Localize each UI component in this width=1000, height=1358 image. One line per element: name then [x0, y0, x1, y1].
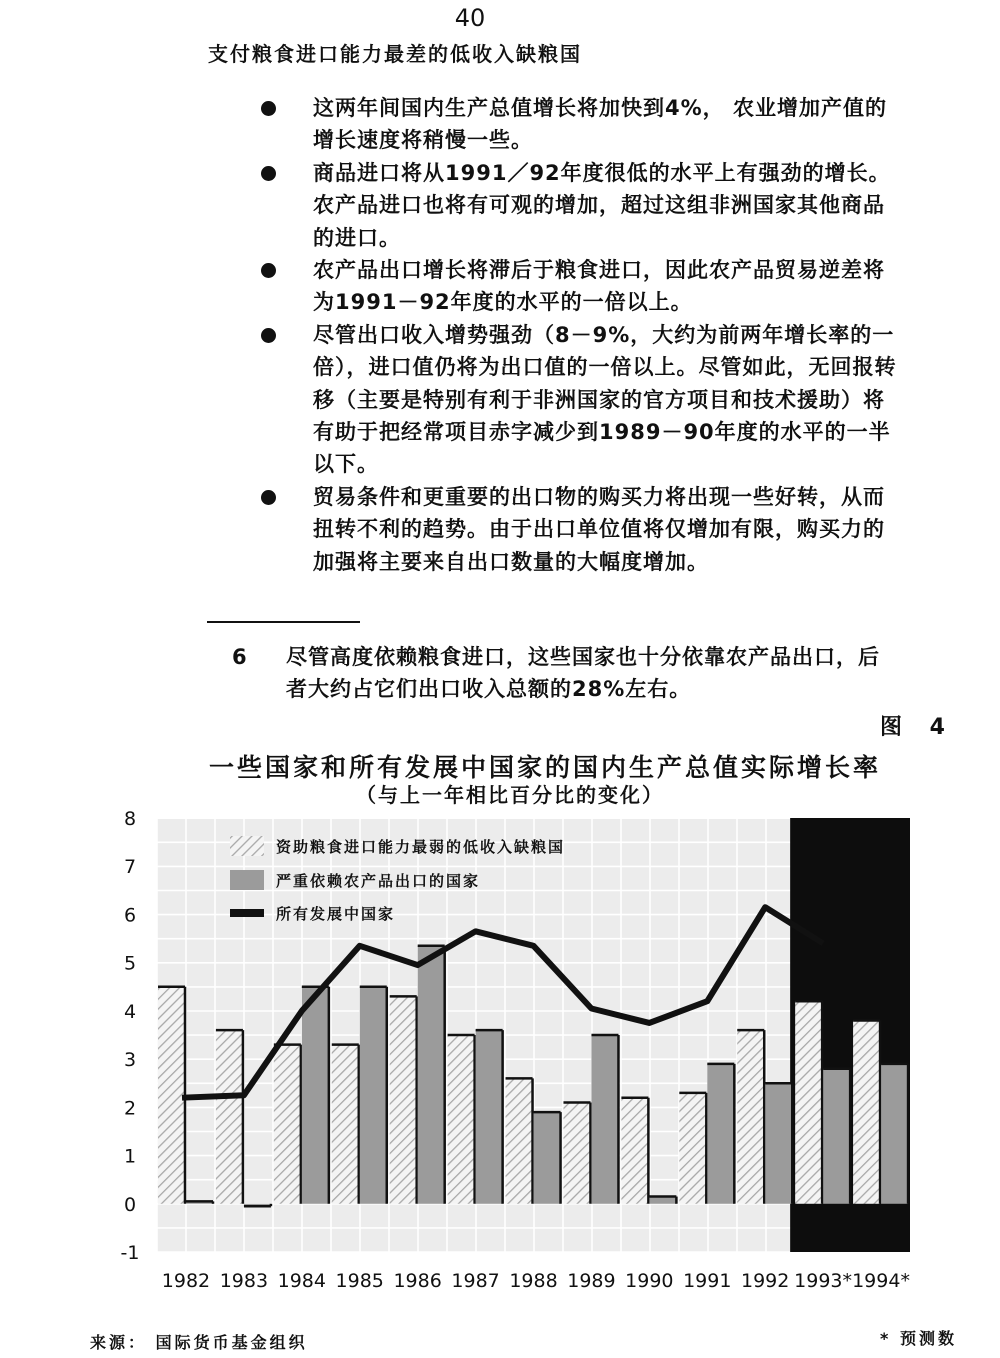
bar-solid-1994*: [881, 1064, 908, 1204]
footnote-rule: [207, 621, 360, 623]
y-axis: [121, 808, 140, 1264]
forecast-note: * 预测数: [880, 1329, 957, 1348]
bullet-dot-icon: [261, 101, 276, 116]
bullet-dot-icon: [261, 328, 276, 343]
bullet-dot-icon: [261, 490, 276, 505]
y-tick-label: 1: [123, 1145, 137, 1168]
bar-hatched-1993*: [795, 1001, 822, 1204]
x-tick-label: 1994*: [852, 1270, 910, 1292]
bullet-item: [255, 254, 905, 319]
bar-hatched-1985: [332, 1045, 359, 1204]
x-tick-label: 1989: [567, 1270, 616, 1292]
x-tick-label: 1987: [451, 1270, 500, 1292]
bullet-item: [255, 157, 905, 254]
bar-hatched-1991: [679, 1093, 706, 1204]
gdp-growth-chart: [0, 800, 1000, 1300]
legend-label: 严重依赖农产品出口的国家: [276, 872, 481, 890]
bullet-text: 农产品出口增长将滞后于粮食进口，因此农产品贸易逆差将为1991－92年度的水平的一倍以上。: [313, 258, 885, 315]
bar-solid-1991: [707, 1064, 734, 1204]
bullet-text: 商品进口将从1991／92年度很低的水平上有强劲的增长。农产品进口也将有可观的增加，超过这组非洲国家其他商品的进口。: [313, 160, 891, 250]
bullet-dot-icon: [261, 263, 276, 278]
y-tick-label: 5: [123, 952, 137, 975]
y-tick-label: -1: [120, 1242, 140, 1264]
x-tick-label: 1984: [277, 1270, 326, 1292]
bullet-dot-icon: [261, 166, 276, 181]
bar-solid-1989: [591, 1035, 618, 1204]
bar-hatched-1989: [563, 1103, 590, 1204]
bullet-item: [255, 92, 905, 157]
legend-swatch-solid: [230, 870, 264, 890]
bar-hatched-1992: [737, 1030, 764, 1204]
bar-solid-1984: [302, 987, 329, 1204]
y-tick-label: 0: [123, 1193, 137, 1216]
x-tick-label: 1986: [393, 1270, 442, 1292]
bullet-text: 尽管出口收入增势强劲（8－9%，大约为前两年增长率的一倍），进口值仍将为出口值的一倍以上。尽管如此，无回报转移（主要是特别有利于非洲国家的官方项目和技术援助）将有助于把经常项目赤字减少到1989－90年度的水平的一半以下。: [313, 322, 897, 477]
chart-subtitle: （与上一年相比百分比的变化）: [356, 783, 664, 807]
bar-hatched-1986: [390, 996, 417, 1203]
legend-label: 资助粮食进口能力最弱的低收入缺粮国: [276, 838, 566, 856]
figure-label: 图 4: [880, 715, 955, 740]
bar-solid-1987: [476, 1030, 503, 1204]
bar-hatched-1982: [158, 987, 185, 1204]
bullet-text: 这两年间国内生产总值增长将加快到4%， 农业增加产值的增长速度将稍慢一些。: [313, 96, 887, 153]
x-tick-label: 1982: [161, 1270, 211, 1292]
running-head: 支付粮食进口能力最差的低收入缺粮国: [208, 42, 582, 66]
bullet-item: [255, 481, 905, 578]
bar-solid-1993*: [823, 1069, 850, 1204]
bullet-item: [255, 319, 905, 481]
x-tick-label: 1991: [683, 1270, 732, 1292]
x-axis: [162, 1270, 910, 1292]
y-tick-label: 4: [123, 1000, 137, 1023]
bar-solid-1988: [534, 1112, 561, 1204]
bar-hatched-1983: [216, 1030, 243, 1204]
bar-solid-1986: [418, 946, 445, 1204]
legend-swatch-line: [230, 909, 264, 917]
bar-hatched-1987: [448, 1035, 475, 1204]
legend-label: 所有发展中国家: [276, 905, 396, 923]
footnote-number: 6: [232, 645, 248, 669]
y-tick-label: 7: [123, 856, 137, 879]
y-tick-label: 2: [123, 1097, 137, 1120]
chart-title: 一些国家和所有发展中国家的国内生产总值实际增长率: [208, 753, 881, 782]
y-tick-label: 3: [123, 1049, 137, 1072]
bar-hatched-1994*: [853, 1021, 880, 1204]
y-tick-label: 8: [123, 808, 137, 830]
legend-swatch-hatch: [230, 836, 264, 856]
bar-solid-1985: [360, 987, 387, 1204]
bar-hatched-1990: [621, 1098, 648, 1204]
footnote-text: 尽管高度依赖粮食进口，这些国家也十分依靠农产品出口，后者大约占它们出口收入总额的28%左右。: [286, 645, 880, 701]
x-tick-label: 1988: [509, 1270, 558, 1292]
bullet-text: 贸易条件和更重要的出口物的购买力将出现一些好转，从而扭转不利的趋势。由于出口单位值将仅增加有限，购买力的加强将主要来自出口数量的大幅度增加。: [313, 484, 885, 574]
page-number: 40: [454, 4, 486, 32]
y-tick-label: 6: [123, 904, 137, 927]
x-tick-label: 1992: [741, 1270, 790, 1292]
bar-solid-1992: [765, 1083, 792, 1204]
x-tick-label: 1985: [335, 1270, 384, 1292]
x-tick-label: 1983: [219, 1270, 269, 1292]
x-tick-label: 1990: [625, 1270, 674, 1292]
bar-hatched-1988: [506, 1078, 533, 1203]
x-tick-label: 1993*: [794, 1270, 853, 1292]
bullet-list: [255, 92, 905, 578]
bar-hatched-1984: [274, 1045, 301, 1204]
source-note: 来源： 国际货币基金组织: [90, 1333, 308, 1352]
